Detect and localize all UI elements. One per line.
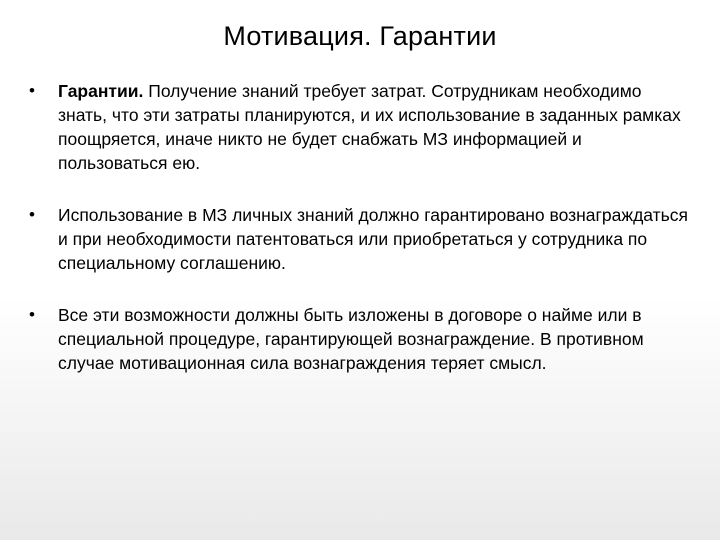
bullet-body-text: Использование в МЗ личных знаний должно гарантировано вознаграждаться и при необходимости патентоваться или приобретаться у сотрудника по специальному соглашению. [58, 205, 689, 273]
bullet-list [25, 79, 695, 375]
bullet-dot-icon: • [29, 305, 35, 324]
bullet-item-contract [25, 303, 695, 375]
bullet-item-guarantees [25, 79, 695, 175]
bullet-item-usage [25, 203, 695, 275]
bullet-body-text: Все эти возможности должны быть изложены в договоре о найме или в специальной процедуре, гарантирующей вознаграждение. В противном случае мотивационная сила вознаграждения теряет смысл. [58, 305, 644, 373]
bullet-lead-text: Гарантии. [58, 81, 144, 101]
bullet-dot-icon: • [29, 205, 35, 224]
bullet-dot-icon: • [29, 81, 35, 100]
slide-title: Мотивация. Гарантии [223, 21, 497, 51]
bullet-body-text: Получение знаний требует затрат. Сотрудникам необходимо знать, что эти затраты планируются, и их использование в заданных рамках поощряется, иначе никто не будет снабжать МЗ информацией и пользоваться ею. [58, 81, 681, 173]
